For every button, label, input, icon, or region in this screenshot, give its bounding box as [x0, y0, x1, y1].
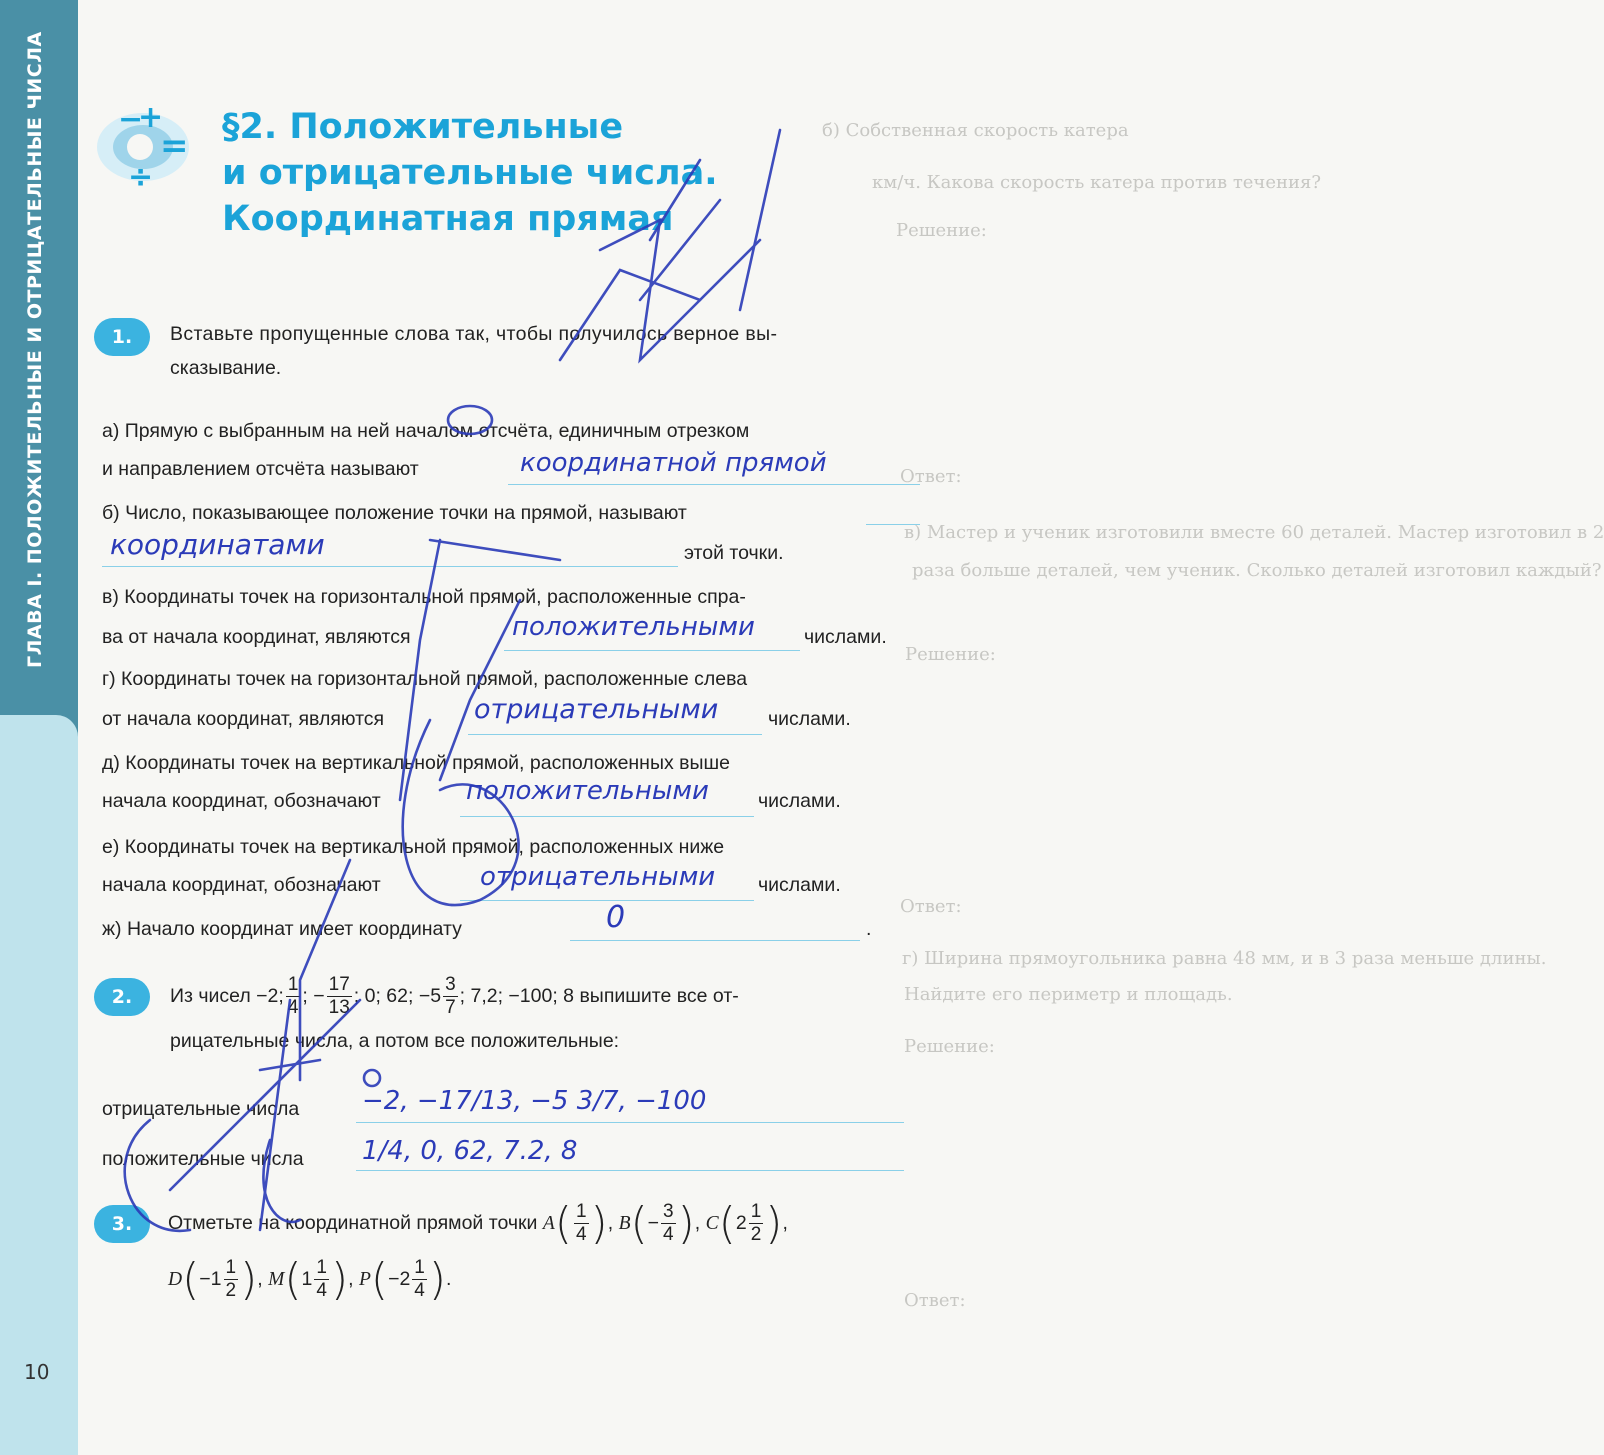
positive-numbers-label: положительные числа [102, 1148, 304, 1170]
task-instruction: D(−1 $\frac{1}{2}$ ), M(1 $\frac{1}{4}$ ), P(−2 $\frac{1}{4}$ ). [168, 1253, 452, 1305]
answer-line[interactable] [866, 524, 920, 525]
answer-line[interactable] [356, 1170, 904, 1171]
fraction [327, 974, 352, 1019]
statement-g: числами. [768, 708, 851, 730]
answer-line[interactable] [504, 650, 800, 651]
chapter-title: ГЛАВА I. ПОЛОЖИТЕЛЬНЫЕ И ОТРИЦАТЕЛЬНЫЕ ЧИСЛА [24, 31, 46, 668]
handwritten-answer: положительными [512, 612, 755, 642]
task-instruction [170, 966, 739, 1026]
statement-a: а) Прямую с выбранным на ней началом отсчёта, единичным отрезком [102, 420, 750, 442]
bleed-text: Ответ: [900, 466, 962, 487]
handwritten-answer: координатами [110, 528, 325, 561]
answer-line[interactable] [102, 566, 678, 567]
handwritten-answer: положительными [466, 776, 709, 806]
point-label: A [542, 1213, 555, 1234]
negative-numbers-label: отрицательные числа [102, 1098, 300, 1120]
handwritten-answer: 0 [606, 900, 626, 935]
fraction [412, 1257, 427, 1302]
fraction [224, 1257, 239, 1302]
text-run: ; 7,2; −100; 8 выпишите все от- [459, 985, 739, 1007]
handwritten-answer: 1/4, 0, 62, 7.2, 8 [362, 1136, 578, 1166]
section-title-line: Координатная прямая [222, 199, 674, 239]
bleed-text: Ответ: [900, 896, 962, 917]
fraction-denominator: 4 [575, 1224, 587, 1246]
bleed-text: Решение: [904, 1036, 995, 1057]
task-instruction: сказывание. [170, 357, 282, 379]
fraction [749, 1201, 764, 1246]
text-run: ; − [302, 985, 325, 1007]
fraction-numerator: 17 [328, 974, 350, 996]
fraction-denominator: 2 [225, 1280, 237, 1302]
fraction-denominator: 13 [328, 997, 350, 1019]
handwritten-answer: отрицательными [474, 694, 719, 725]
svg-text:÷: ÷ [128, 160, 154, 195]
fraction-denominator: 4 [287, 997, 299, 1019]
statement-e: числами. [758, 874, 841, 896]
fraction-numerator: 1 [575, 1201, 587, 1223]
svg-text:−: − [118, 102, 144, 137]
bleed-text: б) Собственная скорость катера [822, 120, 1129, 141]
task-instruction: Отметьте на координатной прямой точки A( $\frac{1}{4}$ ), B(− $\frac{3}{4}$ ), C(2 $\frac{1}{2}$ ), [168, 1197, 788, 1249]
statement-v: в) Координаты точек на горизонтальной прямой, расположенные спра- [102, 586, 746, 608]
statement-v: ва от начала координат, являются [102, 626, 411, 648]
fraction-denominator: 7 [445, 997, 456, 1019]
answer-line[interactable] [468, 734, 762, 735]
statement-b: б) Число, показывающее положение точки на прямой, называют [102, 502, 687, 524]
statement-d: д) Координаты точек на вертикальной прямой, расположенных выше [102, 752, 730, 774]
bleed-text: км/ч. Какова скорость катера против течения? [872, 172, 1321, 193]
statement-g: г) Координаты точек на горизонтальной прямой, расположенные слева [102, 668, 748, 690]
point-label: C [705, 1213, 719, 1234]
answer-line[interactable] [460, 816, 754, 817]
sidebar-lower-band [0, 715, 78, 1455]
statement-d: числами. [758, 790, 841, 812]
task-number-badge: 1. [94, 318, 150, 356]
task-instruction: Вставьте пропущенные слова так, чтобы получилось верное вы- [170, 323, 778, 345]
text-run: −1 [199, 1268, 222, 1290]
svg-text:+: + [138, 100, 164, 135]
bleed-text: г) Ширина прямоугольника равна 48 мм, и в 3 раза меньше длины. [902, 948, 1547, 969]
fraction-denominator: 4 [316, 1280, 327, 1302]
statement-d: начала координат, обозначают [102, 790, 381, 812]
fraction-numerator: 1 [414, 1257, 425, 1279]
point-label: M [268, 1269, 285, 1290]
text-run: ; 0; 62; −5 [353, 985, 442, 1007]
point-label: P [358, 1269, 371, 1290]
statement-e: е) Координаты точек на вертикальной прямой, расположенных ниже [102, 836, 725, 858]
statement-a: и направлением отсчёта называют [102, 458, 419, 480]
fraction-numerator: 1 [287, 974, 299, 996]
text-run: Из чисел −2; [170, 985, 284, 1007]
bleed-text: раза больше деталей, чем ученик. Сколько деталей изготовил каждый? [912, 560, 1602, 581]
point-label: D [168, 1269, 183, 1290]
statement-e: начала координат, обозначают [102, 874, 381, 896]
fraction [443, 974, 458, 1019]
task-number-badge: 2. [94, 978, 150, 1016]
text-run: 2 [735, 1212, 747, 1234]
fraction-numerator: 1 [750, 1201, 762, 1223]
fraction [574, 1201, 589, 1246]
section-title-line: и отрицательные числа. [222, 153, 718, 193]
statement-g: от начала координат, являются [102, 708, 385, 730]
task-number-badge: 3. [94, 1205, 150, 1243]
point-label: B [618, 1213, 631, 1234]
text-run: −2 [388, 1268, 411, 1290]
fraction-numerator: 1 [316, 1257, 327, 1279]
svg-text:=: = [160, 126, 189, 166]
handwritten-answer: отрицательными [480, 862, 716, 892]
statement-v: числами. [804, 626, 887, 648]
bleed-text: Решение: [905, 644, 996, 665]
section-title-line: §2. Положительные [222, 107, 624, 147]
task-instruction: рицательные числа, а потом все положительные: [170, 1030, 620, 1052]
page-number: 10 [24, 1360, 50, 1384]
bleed-text: Решение: [896, 220, 987, 241]
fraction [286, 974, 301, 1019]
fraction-numerator: 3 [663, 1201, 674, 1223]
fraction [661, 1201, 676, 1246]
fraction-denominator: 4 [414, 1280, 425, 1302]
math-operations-logo-icon [88, 95, 198, 195]
fraction-numerator: 1 [225, 1257, 237, 1279]
text-run: − [647, 1212, 660, 1234]
statement-zh: ж) Начало координат имеет координату [102, 918, 462, 940]
fraction-numerator: 3 [445, 974, 456, 996]
fraction-denominator: 4 [663, 1224, 674, 1246]
handwritten-answer: −2, −17/13, −5 3/7, −100 [362, 1086, 707, 1116]
bleed-text: Ответ: [904, 1290, 966, 1311]
section-title [222, 104, 742, 242]
statement-b: этой точки. [684, 542, 784, 564]
fraction [314, 1257, 329, 1302]
handwritten-answer: координатной прямой [520, 448, 827, 478]
text-run: Отметьте на координатной прямой точки [168, 1212, 538, 1234]
answer-line[interactable] [570, 940, 860, 941]
statement-zh: . [866, 918, 872, 940]
bleed-text: Найдите его периметр и площадь. [904, 984, 1233, 1005]
answer-line[interactable] [356, 1122, 904, 1123]
bleed-text: в) Мастер и ученик изготовили вместе 60 деталей. Мастер изготовил в 2 [904, 522, 1604, 543]
text-run: 1 [301, 1268, 313, 1290]
answer-line[interactable] [508, 484, 920, 485]
fraction-denominator: 2 [750, 1224, 762, 1246]
